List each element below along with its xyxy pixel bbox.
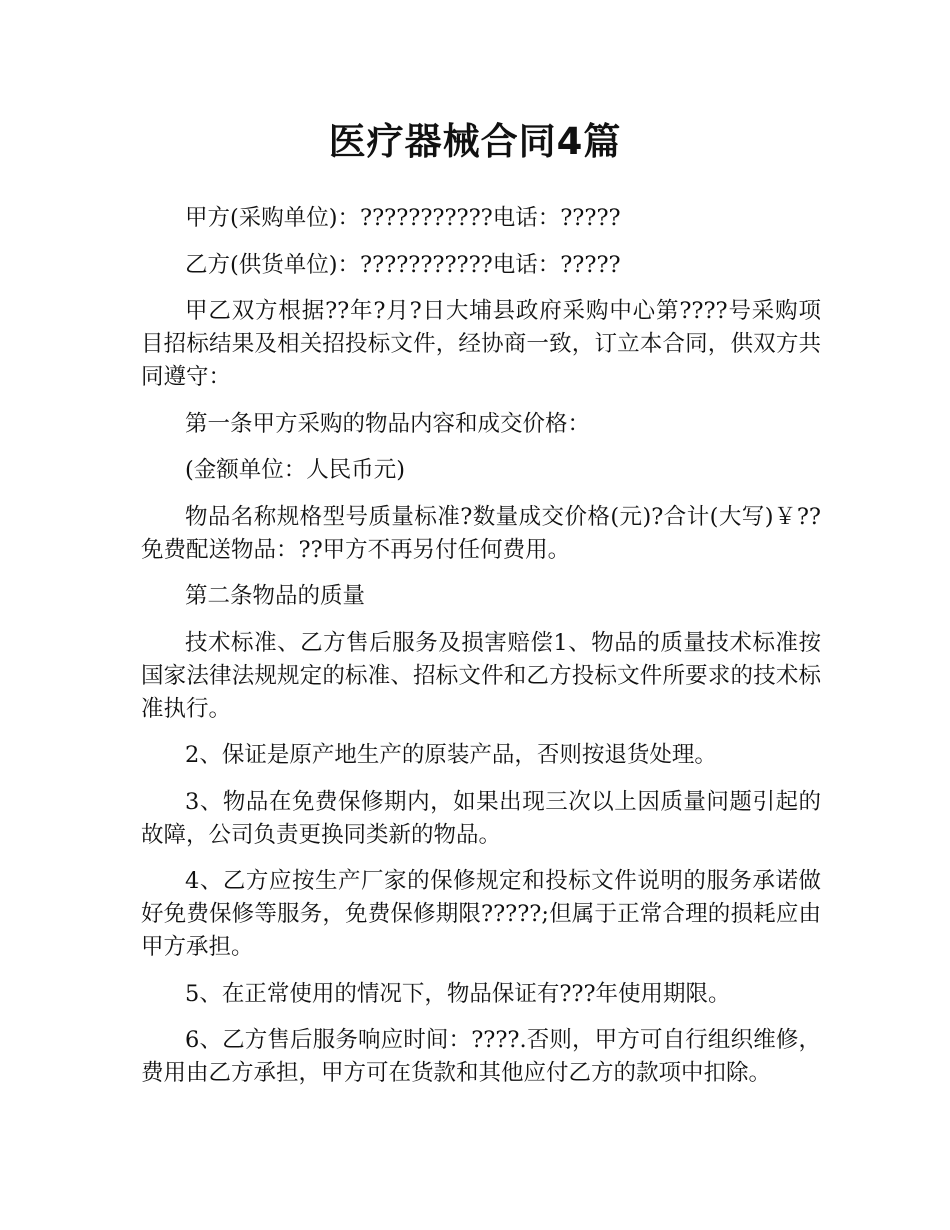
paragraph-clause-5: 5、在正常使用的情况下，物品保证有???年使用期限。 [185,980,731,1007]
paragraph-clause-1: 技术标准、乙方售后服务及损害赔偿1、物品的质量技术标准按国家法律法规规定的标准、招标文件和乙方投标文件所要求的技术标准执行。 [141,629,821,722]
paragraph-article-2: 第二条物品的质量 [185,583,366,609]
document-title: 医疗器械合同4篇 [328,120,622,163]
paragraph-clause-4: 4、乙方应按生产厂家的保修规定和投标文件说明的服务承诺做好免费保修等服务，免费保修期限?????;但属于正常合理的损耗应由甲方承担。 [141,868,821,960]
paragraph-currency-unit: (金额单位：人民币元) [185,457,406,483]
paragraph-preamble: 甲乙双方根据??年?月?日大埔县政府采购中心第????号采购项目招标结果及相关招投标文件，经协商一致，订立本合同，供双方共同遵守： [141,298,821,390]
paragraph-clause-6: 6、乙方售后服务响应时间：????.否则，甲方可自行组织维修，费用由乙方承担，甲方可在货款和其他应付乙方的款项中扣除。 [141,1027,821,1086]
paragraph-clause-2: 2、保证是原产地生产的原装产品，否则按退货处理。 [185,742,717,768]
paragraph-clause-3: 3、物品在免费保修期内，如果出现三次以上因质量问题引起的故障，公司负责更换同类新的物品。 [141,788,821,848]
paragraph-article-1: 第一条甲方采购的物品内容和成交价格： [185,410,591,437]
paragraph-party-b: 乙方(供货单位)：???????????电话：????? [185,251,621,278]
document-body [141,202,821,1104]
paragraph-item-table: 物品名称规格型号质量标准?数量成交价格(元)?合计(大写)￥??免费配送物品：??甲方不再另付任何费用。 [141,503,821,563]
paragraph-party-a: 甲方(采购单位)：???????????电话：????? [185,205,621,231]
